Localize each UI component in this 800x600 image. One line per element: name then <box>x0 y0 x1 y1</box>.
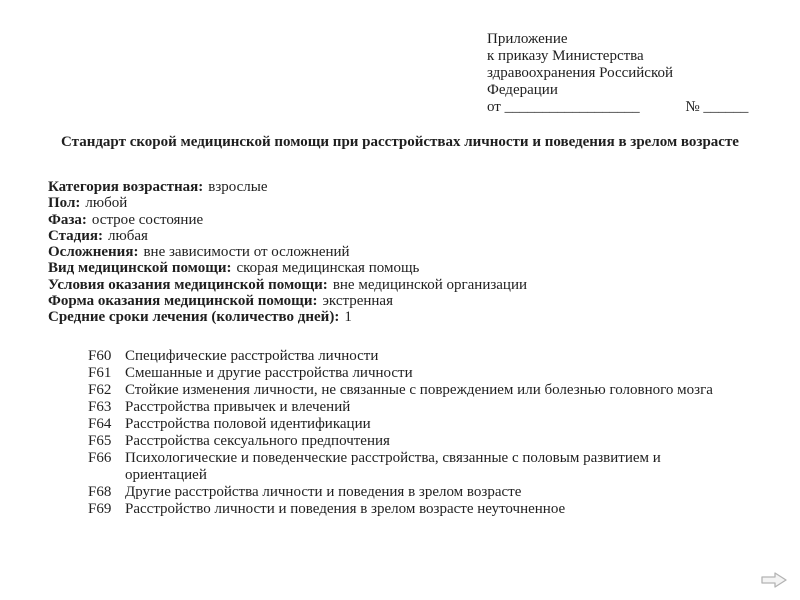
icd-code: F65 <box>88 433 112 449</box>
field-label: Осложнения: <box>48 244 139 261</box>
order-date-number-line <box>487 99 748 116</box>
next-slide-button[interactable] <box>759 570 789 590</box>
icd-row <box>88 348 728 365</box>
field-age-category <box>48 179 760 195</box>
field-value: 1 <box>344 309 352 326</box>
icd-name: Стойкие изменения личности, не связанные с повреждением или болезнью головного мозга <box>125 382 713 398</box>
field-label: Категория возрастная: <box>48 179 204 195</box>
field-value: скорая медицинская помощь <box>236 260 420 277</box>
icd-code: F60 <box>88 348 112 364</box>
icd-name: Расстройства сексуального предпочтения <box>125 433 390 449</box>
field-treatment-duration <box>48 309 760 325</box>
field-label: Фаза: <box>48 211 87 228</box>
annex-header-line: Федерации <box>487 82 558 98</box>
field-care-type <box>48 260 760 276</box>
icd-name: Специфические расстройства личности <box>125 348 379 364</box>
icd-name: Расстройства половой идентификации <box>125 416 371 432</box>
field-sex <box>48 195 760 211</box>
order-number-label: № <box>685 99 700 115</box>
annex-header-line: к приказу Министерства <box>487 48 644 64</box>
field-value: любая <box>108 227 148 244</box>
field-care-conditions <box>48 277 760 293</box>
icd-code: F68 <box>88 484 112 500</box>
icd-row <box>88 450 728 484</box>
annex-header-line: Приложение <box>487 31 568 47</box>
order-date-blank: __________________ <box>504 99 640 115</box>
annex-header-line: здравоохранения Российской <box>487 65 674 81</box>
icd-code-list <box>88 348 728 518</box>
field-label: Стадия: <box>48 227 104 244</box>
field-value: взрослые <box>208 179 268 195</box>
field-value: вне медицинской организации <box>332 276 528 293</box>
right-arrow-icon <box>759 578 789 593</box>
field-value: вне зависимости от осложнений <box>143 244 350 261</box>
icd-code: F63 <box>88 399 112 415</box>
field-value: острое состояние <box>91 211 204 228</box>
order-date-label: от <box>487 99 501 115</box>
annex-header-block <box>487 31 748 116</box>
field-complications <box>48 244 760 260</box>
order-number-blank: ______ <box>703 99 749 115</box>
icd-row <box>88 382 728 399</box>
icd-name: Расстройства привычек и влечений <box>125 399 351 415</box>
field-value: экстренная <box>322 293 393 310</box>
field-label: Вид медицинской помощи: <box>48 260 232 277</box>
icd-code: F62 <box>88 382 112 398</box>
page-title: Стандарт скорой медицинской помощи при расстройствах личности и поведения в зрелом возрасте <box>61 134 739 150</box>
icd-name: Психологические и поведенческие расстройства, связанные с половым развитием и ориентацией <box>125 450 661 483</box>
icd-row <box>88 416 728 433</box>
icd-code: F64 <box>88 416 112 432</box>
field-stage <box>48 228 760 244</box>
field-value: любой <box>85 195 128 212</box>
standard-attributes <box>48 179 760 326</box>
icd-row <box>88 501 728 518</box>
icd-code: F69 <box>88 501 112 517</box>
icd-row <box>88 433 728 450</box>
icd-row <box>88 484 728 501</box>
field-phase <box>48 212 760 228</box>
field-label: Средние сроки лечения (количество дней): <box>48 309 340 326</box>
icd-row <box>88 399 728 416</box>
icd-name: Другие расстройства личности и поведения в зрелом возрасте <box>125 484 522 500</box>
icd-name: Смешанные и другие расстройства личности <box>125 365 413 381</box>
icd-row <box>88 365 728 382</box>
field-care-form <box>48 293 760 309</box>
icd-name: Расстройство личности и поведения в зрелом возрасте неуточненное <box>125 501 566 517</box>
icd-code: F66 <box>88 450 112 466</box>
field-label: Пол: <box>48 195 81 212</box>
field-label: Условия оказания медицинской помощи: <box>48 276 328 293</box>
field-label: Форма оказания медицинской помощи: <box>48 293 318 310</box>
icd-code: F61 <box>88 365 112 381</box>
